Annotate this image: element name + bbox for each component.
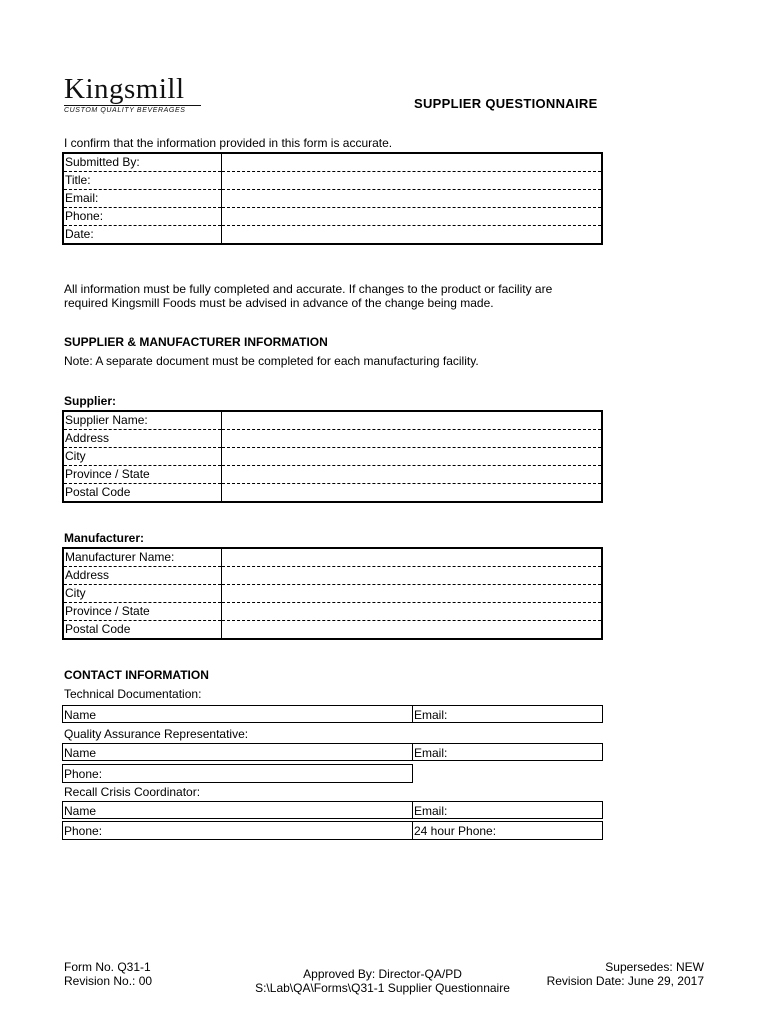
supplier-address-input[interactable]	[221, 430, 602, 448]
recall-phone-field[interactable]: Phone:	[62, 821, 413, 840]
manufacturer-province-input[interactable]	[221, 603, 602, 621]
approved-by: Approved By: Director-QA/PD	[303, 967, 462, 981]
manufacturer-address-input[interactable]	[221, 567, 602, 585]
table-row	[63, 411, 602, 430]
supplier-province-input[interactable]	[221, 466, 602, 484]
table-row	[63, 153, 602, 172]
manufacturer-postal-code-input[interactable]	[221, 621, 602, 640]
company-logo	[64, 74, 204, 114]
recall-email-field[interactable]: Email:	[412, 801, 603, 819]
field-label: Title:	[63, 172, 221, 190]
revision-date: Revision Date: June 29, 2017	[546, 974, 704, 988]
field-label: Manufacturer Name:	[63, 548, 221, 567]
technical-documentation-label: Technical Documentation:	[64, 687, 202, 701]
email-input[interactable]	[221, 190, 602, 208]
field-label: Postal Code	[63, 621, 221, 640]
field-label: Address	[63, 430, 221, 448]
revision-number: Revision No.: 00	[64, 974, 153, 988]
submitter-table	[62, 152, 603, 245]
notice-text	[64, 282, 552, 310]
field-label: City	[63, 448, 221, 466]
supplier-table	[62, 410, 603, 503]
facility-note: Note: A separate document must be completed for each manufacturing facility.	[64, 354, 479, 368]
table-row	[63, 448, 602, 466]
manufacturer-name-input[interactable]	[221, 548, 602, 567]
page-title: SUPPLIER QUESTIONNAIRE	[414, 96, 598, 111]
field-label: Province / State	[63, 603, 221, 621]
table-row	[63, 190, 602, 208]
table-row	[63, 621, 602, 640]
contact-heading: CONTACT INFORMATION	[64, 668, 209, 682]
table-row	[63, 430, 602, 448]
field-label: Province / State	[63, 466, 221, 484]
notice-line-2: required Kingsmill Foods must be advised in advance of the change being made.	[64, 296, 494, 310]
supplier-name-input[interactable]	[221, 411, 602, 430]
field-label: Address	[63, 567, 221, 585]
technical-email-field[interactable]: Email:	[412, 705, 603, 723]
form-number: Form No. Q31-1	[64, 960, 151, 974]
notice-line-1: All information must be fully completed and accurate. If changes to the product or facility are	[64, 282, 553, 296]
table-row	[63, 567, 602, 585]
manufacturer-city-input[interactable]	[221, 585, 602, 603]
field-label: Supplier Name:	[63, 411, 221, 430]
footer-right	[547, 960, 704, 988]
field-label: Email:	[63, 190, 221, 208]
confirm-text: I confirm that the information provided in this form is accurate.	[64, 136, 393, 150]
table-row	[63, 603, 602, 621]
logo-wordmark: Kingsmill	[64, 73, 185, 105]
recall-coordinator-label: Recall Crisis Coordinator:	[64, 785, 201, 799]
title-input[interactable]	[221, 172, 602, 190]
field-label: Postal Code	[63, 484, 221, 503]
recall-24-hour-phone-field[interactable]: 24 hour Phone:	[412, 821, 603, 840]
recall-name-field[interactable]: Name	[62, 801, 413, 819]
footer-center	[230, 967, 535, 995]
table-row	[63, 172, 602, 190]
manufacturer-table	[62, 547, 603, 640]
date-input[interactable]	[221, 226, 602, 245]
table-row	[63, 585, 602, 603]
table-row	[63, 208, 602, 226]
qa-email-field[interactable]: Email:	[412, 743, 603, 761]
manufacturer-heading: Manufacturer:	[64, 531, 145, 545]
technical-name-field[interactable]: Name	[62, 705, 413, 723]
submitted-by-input[interactable]	[221, 153, 602, 172]
table-row	[63, 548, 602, 567]
table-row	[63, 226, 602, 245]
field-label: Phone:	[63, 208, 221, 226]
qa-representative-label: Quality Assurance Representative:	[64, 727, 249, 741]
field-label: Submitted By:	[63, 153, 221, 172]
supplier-city-input[interactable]	[221, 448, 602, 466]
supersedes: Supersedes: NEW	[605, 960, 704, 974]
phone-input[interactable]	[221, 208, 602, 226]
field-label: Date:	[63, 226, 221, 245]
table-row	[63, 484, 602, 503]
qa-name-field[interactable]: Name	[62, 743, 413, 761]
supplier-postal-code-input[interactable]	[221, 484, 602, 503]
section-heading-supplier-manufacturer: SUPPLIER & MANUFACTURER INFORMATION	[64, 335, 328, 349]
footer-left	[64, 960, 152, 988]
qa-phone-field[interactable]: Phone:	[62, 764, 413, 783]
field-label: City	[63, 585, 221, 603]
logo-tagline: CUSTOM QUALITY BEVERAGES	[64, 105, 201, 114]
table-row	[63, 466, 602, 484]
supplier-heading: Supplier:	[64, 394, 117, 408]
file-path: S:\Lab\QA\Forms\Q31-1 Supplier Questionnaire	[255, 981, 510, 995]
